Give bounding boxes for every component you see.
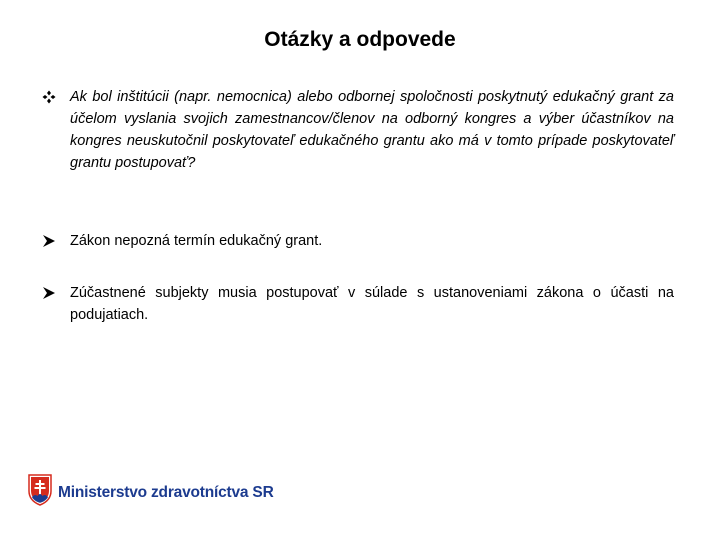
answer-text: Zákon nepozná termín edukačný grant. [70,233,323,249]
answer-item [42,230,674,252]
answer-text: Zúčastnené subjekty musia postupovať v súlade s ustanoveniami zákona o účasti na podujatiach. [70,285,674,323]
slovak-coat-of-arms-icon [28,474,52,511]
diamond-bullet-icon [42,86,70,108]
ministry-logo [28,474,274,511]
answer-item [42,282,674,326]
arrow-bullet-icon [42,230,70,252]
ministry-name: Ministerstvo zdravotníctva SR [58,483,274,501]
arrow-bullet-icon [42,282,70,304]
slide-title: Otázky a odpovede [264,28,456,51]
question-text: Ak bol inštitúcii (napr. nemocnica) alebo odbornej spoločnosti poskytnutý edukačný grant za účelom vyslania svojich zamestnancov/členov na odborný kongres a výber účastníkov na kongres neuskutočnil poskytovateľ edukačného grantu ako má v tomto prípade poskytovateľ grantu postupovať? [70,89,674,171]
question-item [42,86,674,174]
